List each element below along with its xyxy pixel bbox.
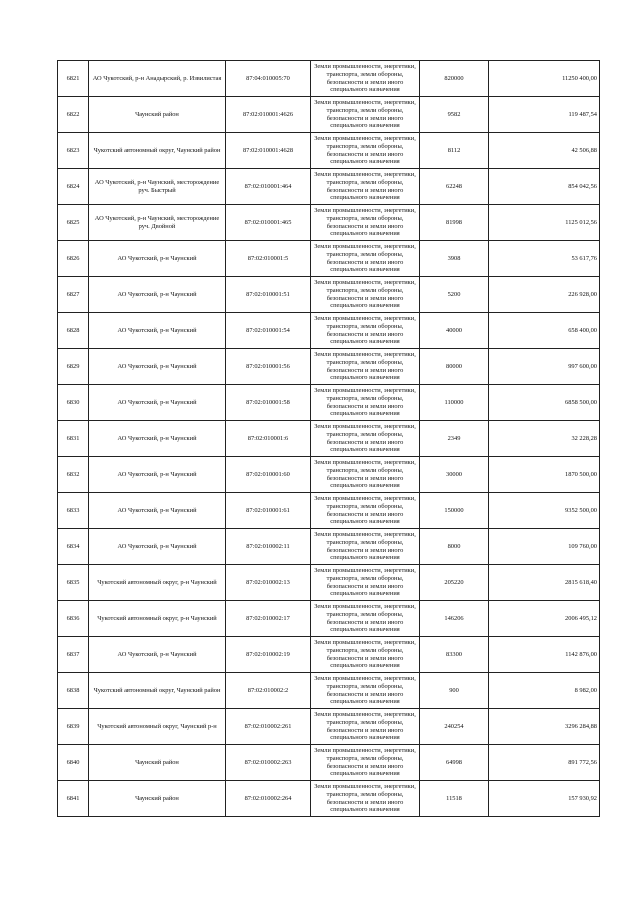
table-row [58, 745, 600, 781]
area-cell: 11518 [420, 781, 489, 817]
row-number-cell: 6840 [58, 745, 89, 781]
cadastral-cost-cell: 1870 500,00 [489, 457, 600, 493]
row-number-cell: 6837 [58, 637, 89, 673]
area-cell: 820000 [420, 61, 489, 97]
table-row [58, 709, 600, 745]
table-row [58, 205, 600, 241]
table-row [58, 277, 600, 313]
land-category-cell: Земли промышленности, энергетики, транспорта, земли обороны, безопасности и земли иного специального назначения [311, 565, 420, 601]
cadastral-number-cell: 87:04:010005:70 [226, 61, 311, 97]
cadastral-number-cell: 87:02:010001:58 [226, 385, 311, 421]
row-number-cell: 6829 [58, 349, 89, 385]
address-cell: АО Чукотский, р-н Анадырский, р. Извилистая [89, 61, 226, 97]
cadastral-number-cell: 87:02:010001:60 [226, 457, 311, 493]
area-cell: 2349 [420, 421, 489, 457]
row-number-cell: 6821 [58, 61, 89, 97]
address-cell: Чукотский автономный округ, Чаунский р-н [89, 709, 226, 745]
cadastral-cost-cell: 1142 876,00 [489, 637, 600, 673]
land-plots-table [57, 60, 600, 817]
land-category-cell: Земли промышленности, энергетики, транспорта, земли обороны, безопасности и земли иного специального назначения [311, 421, 420, 457]
cadastral-cost-cell: 6858 500,00 [489, 385, 600, 421]
address-cell: АО Чукотский, р-н Чаунский, месторождение руч. Двойной [89, 205, 226, 241]
land-category-cell: Земли промышленности, энергетики, транспорта, земли обороны, безопасности и земли иного специального назначения [311, 133, 420, 169]
cadastral-number-cell: 87:02:010001:51 [226, 277, 311, 313]
area-cell: 81998 [420, 205, 489, 241]
land-category-cell: Земли промышленности, энергетики, транспорта, земли обороны, безопасности и земли иного специального назначения [311, 61, 420, 97]
area-cell: 110000 [420, 385, 489, 421]
table-row [58, 781, 600, 817]
cadastral-cost-cell: 891 772,56 [489, 745, 600, 781]
cadastral-number-cell: 87:02:010001:61 [226, 493, 311, 529]
row-number-cell: 6822 [58, 97, 89, 133]
land-category-cell: Земли промышленности, энергетики, транспорта, земли обороны, безопасности и земли иного специального назначения [311, 457, 420, 493]
area-cell: 5200 [420, 277, 489, 313]
cadastral-number-cell: 87:02:010001:5 [226, 241, 311, 277]
cadastral-number-cell: 87:02:010002:261 [226, 709, 311, 745]
area-cell: 40000 [420, 313, 489, 349]
address-cell: АО Чукотский, р-н Чаунский [89, 241, 226, 277]
table-row [58, 457, 600, 493]
cadastral-number-cell: 87:02:010002:17 [226, 601, 311, 637]
land-category-cell: Земли промышленности, энергетики, транспорта, земли обороны, безопасности и земли иного специального назначения [311, 601, 420, 637]
land-category-cell: Земли промышленности, энергетики, транспорта, земли обороны, безопасности и земли иного специального назначения [311, 169, 420, 205]
address-cell: Чукотский автономный округ, р-н Чаунский [89, 601, 226, 637]
land-category-cell: Земли промышленности, энергетики, транспорта, земли обороны, безопасности и земли иного специального назначения [311, 385, 420, 421]
cadastral-cost-cell: 119 487,54 [489, 97, 600, 133]
land-category-cell: Земли промышленности, энергетики, транспорта, земли обороны, безопасности и земли иного специального назначения [311, 97, 420, 133]
cadastral-cost-cell: 157 930,92 [489, 781, 600, 817]
land-category-cell: Земли промышленности, энергетики, транспорта, земли обороны, безопасности и земли иного специального назначения [311, 709, 420, 745]
row-number-cell: 6834 [58, 529, 89, 565]
table-row [58, 169, 600, 205]
address-cell: Чукотский автономный округ, р-н Чаунский [89, 565, 226, 601]
cadastral-number-cell: 87:02:010001:4628 [226, 133, 311, 169]
cadastral-number-cell: 87:02:010002:263 [226, 745, 311, 781]
address-cell: АО Чукотский, р-н Чаунский [89, 385, 226, 421]
row-number-cell: 6827 [58, 277, 89, 313]
cadastral-number-cell: 87:02:010001:4626 [226, 97, 311, 133]
area-cell: 62248 [420, 169, 489, 205]
table-row [58, 133, 600, 169]
table-row [58, 349, 600, 385]
address-cell: АО Чукотский, р-н Чаунский [89, 349, 226, 385]
area-cell: 3908 [420, 241, 489, 277]
row-number-cell: 6828 [58, 313, 89, 349]
address-cell: АО Чукотский, р-н Чаунский [89, 637, 226, 673]
row-number-cell: 6838 [58, 673, 89, 709]
land-category-cell: Земли промышленности, энергетики, транспорта, земли обороны, безопасности и земли иного специального назначения [311, 313, 420, 349]
row-number-cell: 6830 [58, 385, 89, 421]
land-category-cell: Земли промышленности, энергетики, транспорта, земли обороны, безопасности и земли иного специального назначения [311, 781, 420, 817]
cadastral-number-cell: 87:02:010002:11 [226, 529, 311, 565]
cadastral-cost-cell: 2006 495,12 [489, 601, 600, 637]
address-cell: Чукотский автономный округ, Чаунский район [89, 673, 226, 709]
area-cell: 146206 [420, 601, 489, 637]
table-row [58, 673, 600, 709]
cadastral-cost-cell: 997 600,00 [489, 349, 600, 385]
cadastral-cost-cell: 3296 284,88 [489, 709, 600, 745]
table-row [58, 529, 600, 565]
row-number-cell: 6825 [58, 205, 89, 241]
table-row [58, 601, 600, 637]
table-row [58, 97, 600, 133]
area-cell: 80000 [420, 349, 489, 385]
row-number-cell: 6836 [58, 601, 89, 637]
cadastral-cost-cell: 854 042,56 [489, 169, 600, 205]
row-number-cell: 6841 [58, 781, 89, 817]
cadastral-cost-cell: 32 228,28 [489, 421, 600, 457]
land-plots-table-body [58, 61, 600, 817]
cadastral-number-cell: 87:02:010001:6 [226, 421, 311, 457]
cadastral-number-cell: 87:02:010002:264 [226, 781, 311, 817]
area-cell: 64998 [420, 745, 489, 781]
area-cell: 8112 [420, 133, 489, 169]
area-cell: 205220 [420, 565, 489, 601]
cadastral-cost-cell: 1125 012,56 [489, 205, 600, 241]
land-category-cell: Земли промышленности, энергетики, транспорта, земли обороны, безопасности и земли иного специального назначения [311, 205, 420, 241]
row-number-cell: 6832 [58, 457, 89, 493]
address-cell: Чаунский район [89, 97, 226, 133]
cadastral-cost-cell: 658 400,00 [489, 313, 600, 349]
table-row [58, 565, 600, 601]
row-number-cell: 6831 [58, 421, 89, 457]
address-cell: Чаунский район [89, 745, 226, 781]
land-category-cell: Земли промышленности, энергетики, транспорта, земли обороны, безопасности и земли иного специального назначения [311, 493, 420, 529]
cadastral-number-cell: 87:02:010002:2 [226, 673, 311, 709]
address-cell: АО Чукотский, р-н Чаунский, месторождение руч. Быстрый [89, 169, 226, 205]
cadastral-cost-cell: 11250 400,00 [489, 61, 600, 97]
table-row [58, 61, 600, 97]
address-cell: АО Чукотский, р-н Чаунский [89, 529, 226, 565]
table-row [58, 637, 600, 673]
cadastral-number-cell: 87:02:010002:19 [226, 637, 311, 673]
land-category-cell: Земли промышленности, энергетики, транспорта, земли обороны, безопасности и земли иного специального назначения [311, 637, 420, 673]
cadastral-cost-cell: 53 617,76 [489, 241, 600, 277]
cadastral-number-cell: 87:02:010001:465 [226, 205, 311, 241]
cadastral-cost-cell: 8 982,00 [489, 673, 600, 709]
area-cell: 240254 [420, 709, 489, 745]
table-row [58, 421, 600, 457]
area-cell: 150000 [420, 493, 489, 529]
land-category-cell: Земли промышленности, энергетики, транспорта, земли обороны, безопасности и земли иного специального назначения [311, 277, 420, 313]
land-category-cell: Земли промышленности, энергетики, транспорта, земли обороны, безопасности и земли иного специального назначения [311, 241, 420, 277]
table-row [58, 493, 600, 529]
row-number-cell: 6833 [58, 493, 89, 529]
cadastral-cost-cell: 226 928,00 [489, 277, 600, 313]
row-number-cell: 6823 [58, 133, 89, 169]
cadastral-cost-cell: 109 760,00 [489, 529, 600, 565]
address-cell: АО Чукотский, р-н Чаунский [89, 277, 226, 313]
cadastral-cost-cell: 9352 500,00 [489, 493, 600, 529]
table-row [58, 385, 600, 421]
land-category-cell: Земли промышленности, энергетики, транспорта, земли обороны, безопасности и земли иного специального назначения [311, 673, 420, 709]
cadastral-number-cell: 87:02:010001:54 [226, 313, 311, 349]
cadastral-number-cell: 87:02:010001:56 [226, 349, 311, 385]
area-cell: 30000 [420, 457, 489, 493]
area-cell: 8000 [420, 529, 489, 565]
cadastral-cost-cell: 2815 618,40 [489, 565, 600, 601]
table-row [58, 241, 600, 277]
address-cell: АО Чукотский, р-н Чаунский [89, 421, 226, 457]
area-cell: 83300 [420, 637, 489, 673]
row-number-cell: 6826 [58, 241, 89, 277]
land-category-cell: Земли промышленности, энергетики, транспорта, земли обороны, безопасности и земли иного специального назначения [311, 349, 420, 385]
address-cell: Чукотский автономный округ, Чаунский район [89, 133, 226, 169]
cadastral-cost-cell: 42 506,88 [489, 133, 600, 169]
land-category-cell: Земли промышленности, энергетики, транспорта, земли обороны, безопасности и земли иного специального назначения [311, 745, 420, 781]
address-cell: АО Чукотский, р-н Чаунский [89, 457, 226, 493]
address-cell: АО Чукотский, р-н Чаунский [89, 313, 226, 349]
row-number-cell: 6824 [58, 169, 89, 205]
row-number-cell: 6839 [58, 709, 89, 745]
area-cell: 9582 [420, 97, 489, 133]
land-category-cell: Земли промышленности, энергетики, транспорта, земли обороны, безопасности и земли иного специального назначения [311, 529, 420, 565]
address-cell: АО Чукотский, р-н Чаунский [89, 493, 226, 529]
cadastral-number-cell: 87:02:010002:13 [226, 565, 311, 601]
cadastral-number-cell: 87:02:010001:464 [226, 169, 311, 205]
row-number-cell: 6835 [58, 565, 89, 601]
address-cell: Чаунский район [89, 781, 226, 817]
area-cell: 900 [420, 673, 489, 709]
table-row [58, 313, 600, 349]
